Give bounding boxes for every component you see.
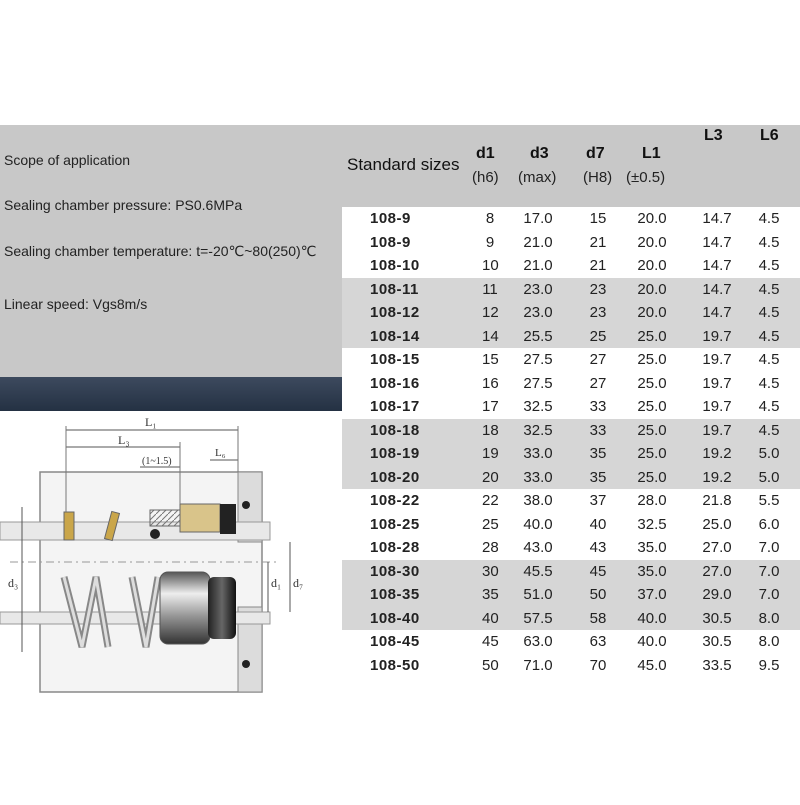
table-row: [342, 442, 800, 466]
table-row: [342, 325, 800, 349]
cell-d1: 35: [482, 586, 499, 603]
cell-d3: 33.0: [523, 468, 553, 486]
cell-size: 108-50: [370, 656, 420, 674]
size-table-body: [342, 207, 800, 677]
cell-l1: 25.0: [637, 421, 667, 439]
cell-l1: 32.5: [637, 515, 667, 533]
cell-l6: 4.5: [758, 421, 780, 439]
cell-l6: 5.5: [758, 492, 780, 509]
cell-l1: 45.0: [637, 656, 667, 674]
cell-d1: 9: [485, 233, 495, 251]
col-d3-sub: (max): [518, 169, 557, 186]
speed-spec: Linear speed: Vgs8m/s: [4, 296, 148, 312]
cell-d7: 35: [589, 445, 607, 462]
cell-size: 108-18: [370, 421, 420, 439]
cell-l6: 6.0: [758, 515, 780, 533]
table-row: [342, 348, 800, 372]
cell-l3: 29.0: [702, 586, 732, 603]
dim-label-d7: d₇: [293, 576, 304, 590]
application-info-panel: [0, 125, 342, 377]
table-row: [342, 395, 800, 419]
cell-d7: 21: [589, 233, 607, 251]
cell-d7: 21: [589, 257, 607, 274]
cell-l6: 4.5: [758, 304, 780, 321]
cell-d3: 38.0: [523, 492, 553, 509]
cell-l3: 14.7: [702, 233, 732, 251]
cell-d7: 43: [589, 539, 607, 556]
cell-l6: 4.5: [758, 280, 780, 298]
cell-l6: 4.5: [758, 233, 780, 251]
cell-l3: 14.7: [702, 280, 732, 298]
cell-l6: 4.5: [758, 351, 780, 368]
dim-label-l1: L₁: [145, 415, 157, 429]
dim-label-d1: d₁: [271, 576, 282, 590]
cell-size: 108-12: [370, 304, 420, 321]
cell-l1: 25.0: [637, 351, 667, 368]
seal-diagram: [0, 412, 342, 800]
dim-label-d3: d₃: [8, 576, 19, 590]
cell-d1: 22: [482, 492, 499, 509]
cell-d3: 17.0: [523, 210, 553, 227]
cell-d1: 20: [482, 468, 499, 486]
table-row: [342, 513, 800, 537]
table-row: [342, 536, 800, 560]
seal-cross-section-drawing: [0, 412, 342, 800]
table-row: [342, 466, 800, 490]
table-row: [342, 278, 800, 302]
cell-d1: 12: [482, 304, 499, 321]
cell-size: 108-19: [370, 445, 420, 462]
cell-d3: 43.0: [523, 539, 553, 556]
cell-l6: 5.0: [758, 445, 780, 462]
divider-bar: [0, 377, 342, 411]
cell-d3: 71.0: [523, 656, 553, 674]
cell-d7: 33: [589, 421, 607, 439]
cell-d1: 45: [482, 633, 499, 650]
cell-d3: 25.5: [523, 327, 553, 345]
table-row: [342, 489, 800, 513]
col-d7-sub: (H8): [583, 169, 613, 186]
col-d1-name: d1: [476, 145, 495, 162]
cell-l1: 20.0: [637, 210, 667, 227]
cell-size: 108-9: [370, 210, 411, 227]
table-row: [342, 654, 800, 678]
cell-d3: 51.0: [523, 586, 553, 603]
cell-d3: 45.5: [523, 562, 553, 580]
cell-l3: 27.0: [702, 539, 732, 556]
cell-l6: 8.0: [758, 633, 780, 650]
cell-d1: 10: [482, 257, 499, 274]
cell-l1: 25.0: [637, 445, 667, 462]
cell-l6: 4.5: [758, 398, 780, 415]
cell-size: 108-11: [370, 280, 419, 298]
cell-d3: 27.5: [523, 374, 553, 392]
cell-l3: 30.5: [702, 609, 732, 627]
col-l1-sub: (±0.5): [626, 169, 666, 186]
col-l6-name: L6: [760, 127, 779, 144]
cell-d1: 40: [482, 609, 499, 627]
cell-l6: 5.0: [758, 468, 780, 486]
cell-l3: 19.7: [702, 398, 732, 415]
cell-size: 108-10: [370, 257, 420, 274]
table-row: [342, 630, 800, 654]
cell-d7: 15: [589, 210, 607, 227]
cell-l6: 9.5: [758, 656, 780, 674]
cell-d1: 25: [482, 515, 499, 533]
cell-d1: 17: [482, 398, 499, 415]
cell-d3: 23.0: [523, 280, 553, 298]
cell-size: 108-45: [370, 633, 420, 650]
cell-l1: 20.0: [637, 233, 667, 251]
cell-d1: 8: [485, 210, 495, 227]
cell-size: 108-17: [370, 398, 420, 415]
standard-sizes-label: Standard sizes: [347, 155, 460, 174]
cell-l3: 33.5: [702, 656, 732, 674]
cell-d3: 63.0: [523, 633, 553, 650]
cell-d7: 25: [589, 327, 607, 345]
cell-d7: 50: [589, 586, 607, 603]
cell-size: 108-28: [370, 539, 420, 556]
cell-d1: 18: [482, 421, 499, 439]
table-row: [342, 301, 800, 325]
cell-d3: 33.0: [523, 445, 553, 462]
cell-l1: 25.0: [637, 398, 667, 415]
cell-l1: 40.0: [637, 609, 667, 627]
col-d7-name: d7: [586, 145, 605, 162]
cell-d3: 57.5: [523, 609, 553, 627]
cell-size: 108-22: [370, 492, 420, 509]
cell-d7: 23: [589, 304, 607, 321]
cell-l3: 14.7: [702, 304, 732, 321]
cell-l3: 19.7: [702, 327, 732, 345]
cell-l1: 25.0: [637, 327, 667, 345]
cell-l1: 20.0: [637, 257, 667, 274]
temperature-spec: Sealing chamber temperature: t=-20℃~80(250)℃: [4, 243, 317, 259]
cell-d7: 58: [589, 609, 607, 627]
cell-l1: 20.0: [637, 304, 667, 321]
cell-d7: 35: [589, 468, 607, 486]
table-row: [342, 207, 800, 231]
cell-d7: 23: [589, 280, 607, 298]
cell-size: 108-20: [370, 468, 420, 486]
cell-l1: 37.0: [637, 586, 667, 603]
pressure-spec: Sealing chamber pressure: PS0.6MPa: [4, 197, 243, 213]
table-row: [342, 583, 800, 607]
cell-l3: 21.8: [702, 492, 732, 509]
cell-d3: 27.5: [523, 351, 553, 368]
cell-l3: 19.7: [702, 421, 732, 439]
cell-d1: 15: [482, 351, 499, 368]
table-row: [342, 231, 800, 255]
cell-l3: 19.2: [702, 468, 732, 486]
cell-d7: 37: [589, 492, 607, 509]
cell-d1: 50: [482, 656, 499, 674]
scope-heading: Scope of application: [4, 152, 131, 168]
dim-label-l3: L₃: [118, 433, 130, 447]
col-d3-name: d3: [530, 145, 549, 162]
cell-size: 108-16: [370, 374, 420, 392]
cell-d3: 23.0: [523, 304, 553, 321]
cell-l3: 27.0: [702, 562, 732, 580]
table-row: [342, 372, 800, 396]
cell-size: 108-25: [370, 515, 420, 533]
cell-l1: 20.0: [637, 280, 667, 298]
cell-size: 108-35: [370, 586, 420, 603]
cell-d7: 45: [589, 562, 607, 580]
cell-l1: 35.0: [637, 562, 667, 580]
cell-l3: 14.7: [702, 210, 732, 227]
cell-l3: 19.7: [702, 374, 732, 392]
cell-d1: 28: [482, 539, 499, 556]
cell-l6: 4.5: [758, 327, 780, 345]
cell-l6: 4.5: [758, 374, 780, 392]
cell-d1: 14: [482, 327, 499, 345]
cell-l1: 40.0: [637, 633, 667, 650]
cell-l1: 35.0: [637, 539, 667, 556]
cell-size: 108-30: [370, 562, 420, 580]
cell-d1: 19: [482, 445, 499, 462]
col-l1-name: L1: [642, 145, 661, 162]
cell-l6: 4.5: [758, 210, 780, 227]
table-row: [342, 254, 800, 278]
table-row: [342, 419, 800, 443]
table-row: [342, 560, 800, 584]
col-l3-name: L3: [704, 127, 723, 144]
cell-size: 108-9: [370, 233, 411, 251]
cell-l3: 30.5: [702, 633, 732, 650]
cell-l3: 19.2: [702, 445, 732, 462]
cell-l1: 28.0: [637, 492, 667, 509]
cell-size: 108-15: [370, 351, 420, 368]
cell-d1: 30: [482, 562, 499, 580]
cell-d7: 27: [589, 351, 607, 368]
cell-d3: 21.0: [523, 233, 553, 251]
cell-l3: 19.7: [702, 351, 732, 368]
cell-d3: 32.5: [523, 398, 553, 415]
dim-label-l6: L₆: [215, 447, 226, 459]
cell-l3: 25.0: [702, 515, 732, 533]
cell-d7: 33: [589, 398, 607, 415]
cell-l6: 4.5: [758, 257, 780, 274]
cell-d7: 63: [589, 633, 607, 650]
cell-d7: 27: [589, 374, 607, 392]
cell-d7: 70: [589, 656, 607, 674]
table-row: [342, 607, 800, 631]
cell-d3: 32.5: [523, 421, 553, 439]
cell-l1: 25.0: [637, 374, 667, 392]
size-table-header: [342, 125, 800, 207]
cell-l6: 8.0: [758, 609, 780, 627]
cell-d7: 40: [589, 515, 607, 533]
col-d1-sub: (h6): [472, 169, 499, 186]
cell-size: 108-14: [370, 327, 420, 345]
cell-d3: 21.0: [523, 257, 553, 274]
cell-size: 108-40: [370, 609, 420, 627]
cell-d3: 40.0: [523, 515, 553, 533]
cell-l6: 7.0: [758, 562, 780, 580]
cell-l3: 14.7: [702, 257, 732, 274]
cell-d1: 11: [482, 280, 498, 298]
dim-label-gap: (1~1.5): [142, 456, 172, 467]
cell-l6: 7.0: [758, 539, 780, 556]
cell-l1: 25.0: [637, 468, 667, 486]
cell-l6: 7.0: [758, 586, 780, 603]
cell-d1: 16: [482, 374, 499, 392]
